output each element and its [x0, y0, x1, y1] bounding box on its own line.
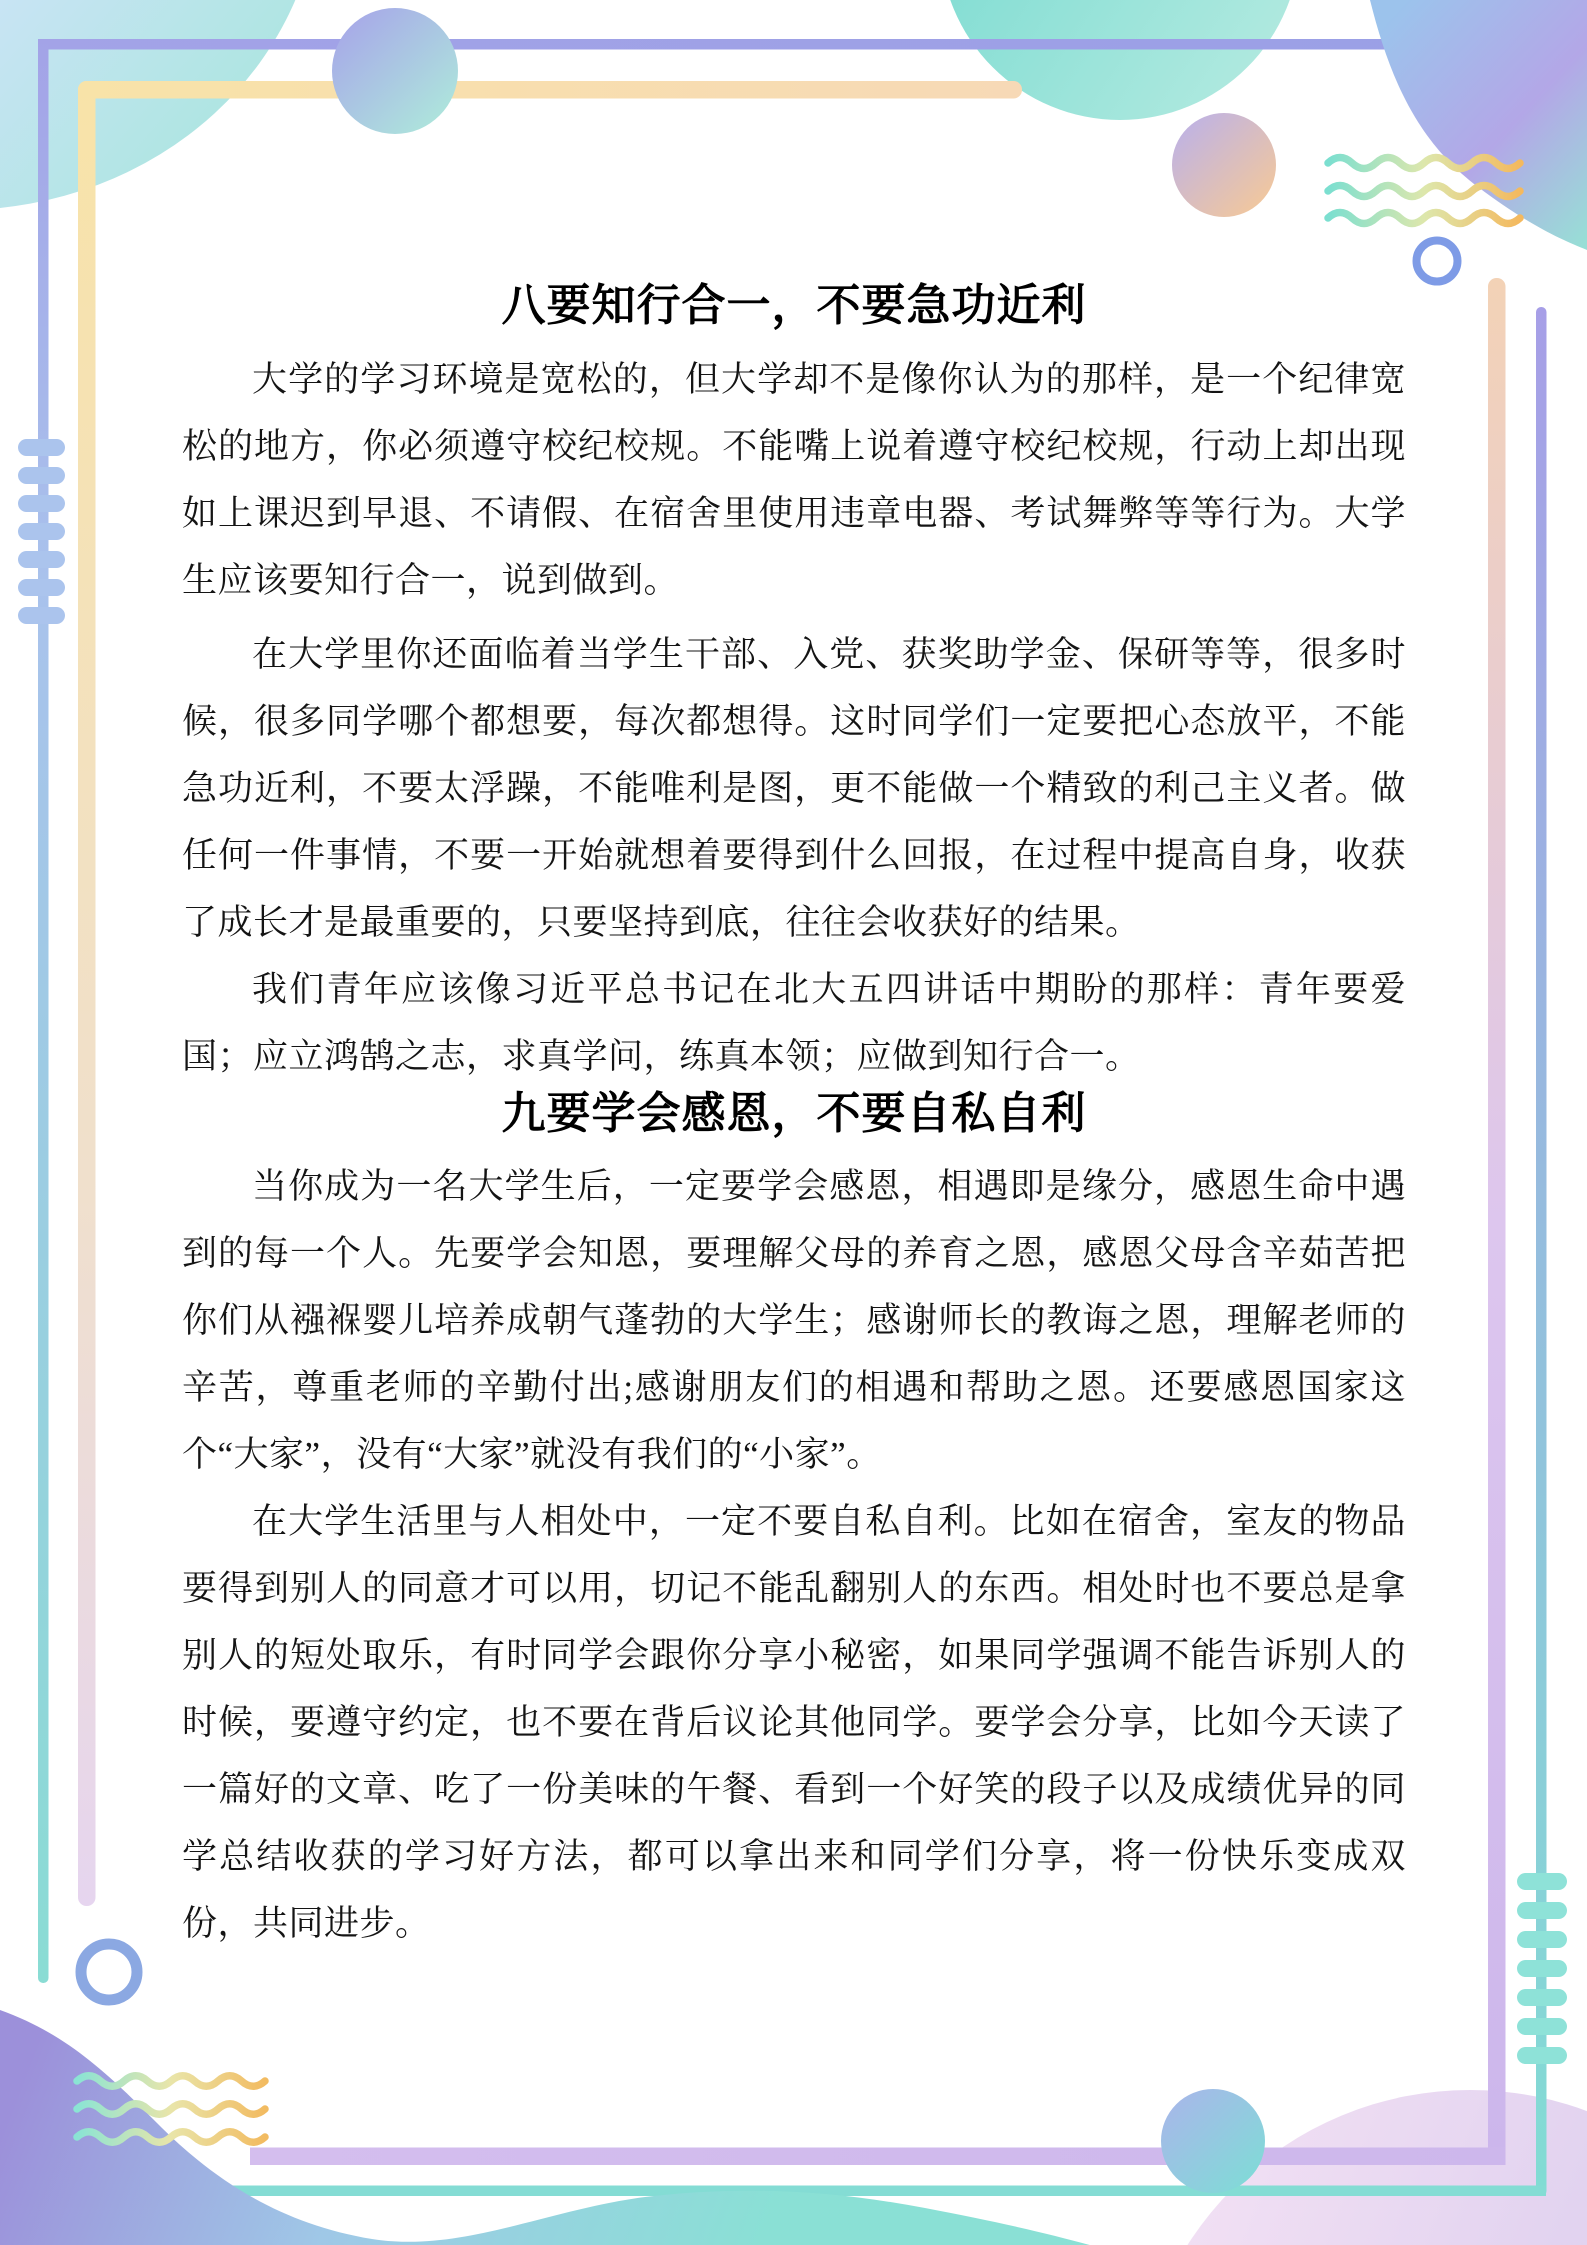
paragraph: 在大学里你还面临着当学生干部、入党、获奖助学金、保研等等，很多时候，很多同学哪个都想要，每次都想得。这时同学们一定要把心态放平，不能急功近利，不要太浮躁，不能唯利是图，更不能做一个精致的利己主义者。做任何一件事情，不要一开始就想着要得到什么回报，在过程中提高自身，收获了成长才是最重要的，只要坚持到底，往往会收获好的结果。: [182, 635, 1406, 942]
paragraph: 在大学生活里与人相处中，一定不要自私自利。比如在宿舍，室友的物品要得到别人的同意才可以用，切记不能乱翻别人的东西。相处时也不要总是拿别人的短处取乐，有时同学会跟你分享小秘密，如果同学强调不能告诉别人的时候，要遵守约定，也不要在背后议论其他同学。要学会分享，比如今天读了一篇好的文章、吃了一份美味的午餐、看到一个好笑的段子以及成绩优异的同学总结收获的学习好方法，都可以拿出来和同学们分享，将一份快乐变成双份，共同进步。: [182, 1502, 1406, 1943]
document-content: [182, 0, 1406, 2245]
circle-outline-icon-top-right: [1417, 241, 1458, 282]
circle-outline-icon-bottom-left: [81, 1944, 137, 2000]
section-heading-eight: 八要知行合一，不要急功近利: [501, 281, 1087, 330]
paragraph: 大学的学习环境是宽松的，但大学却不是像你认为的那样，是一个纪律宽松的地方，你必须遵守校纪校规。不能嘴上说着遵守校纪校规，行动上却出现如上课迟到早退、不请假、在宿舍里使用违章电器、考试舞弊等等行为。大学生应该要知行合一，说到做到。: [182, 360, 1406, 600]
section-heading-nine: 九要学会感恩，不要自私自利: [501, 1089, 1087, 1138]
paragraph: 我们青年应该像习近平总书记在北大五四讲话中期盼的那样：青年要爱国；应立鸿鹄之志，求真学问，练真本领；应做到知行合一。: [182, 970, 1406, 1076]
paragraph: 当你成为一名大学生后，一定要学会感恩，相遇即是缘分，感恩生命中遇到的每一个人。先要学会知恩，要理解父母的养育之恩，感恩父母含辛茹苦把你们从襁褓婴儿培养成朝气蓬勃的大学生；感谢师长的教诲之恩，理解老师的辛苦，尊重老师的辛勤付出;感谢朋友们的相遇和帮助之恩。还要感恩国家这个“大家”，没有“大家”就没有我们的“小家”。: [182, 1167, 1406, 1474]
